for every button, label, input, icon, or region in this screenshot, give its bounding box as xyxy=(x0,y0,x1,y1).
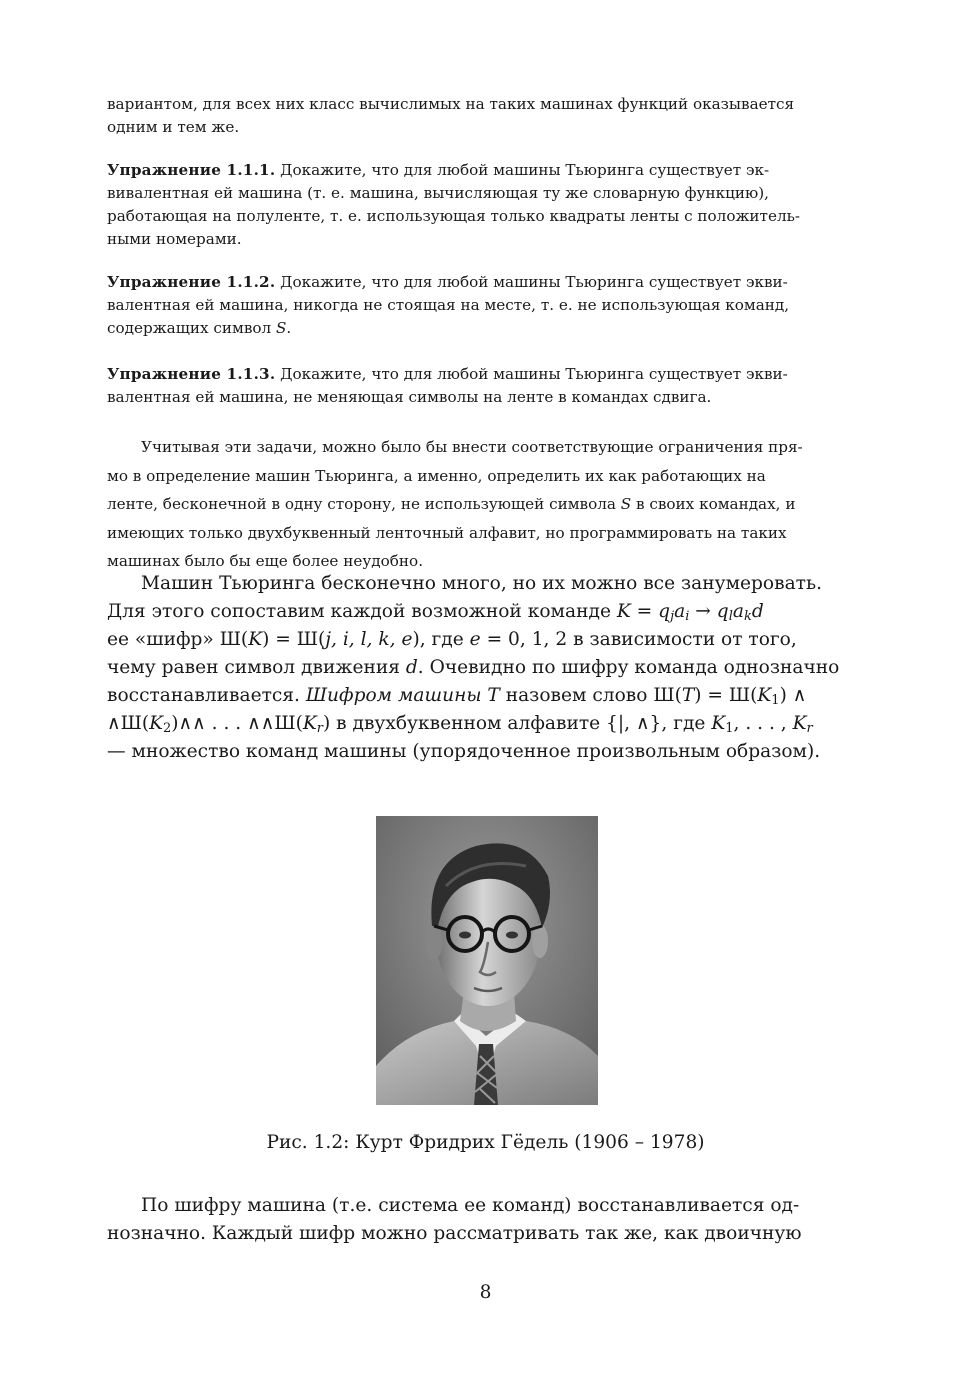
text-fragment: чему равен символ движения xyxy=(107,657,406,678)
punctuation: . xyxy=(286,319,292,337)
portrait-photo xyxy=(376,816,598,1105)
remark-paragraph xyxy=(107,433,864,576)
main-paragraph xyxy=(107,570,864,766)
math-subscript: r xyxy=(806,721,813,736)
math-fragment: K xyxy=(792,713,807,734)
closing-paragraph xyxy=(107,1192,864,1248)
exercise-label: Упражнение 1.1.2. xyxy=(107,273,276,291)
text-fragment: , . . . , xyxy=(733,713,793,734)
exercise-label: Упражнение 1.1.3. xyxy=(107,365,276,383)
math-fragment: T xyxy=(481,685,500,706)
math-fragment: a xyxy=(674,601,686,622)
exercise-label: Упражнение 1.1.1. xyxy=(107,161,276,179)
math-subscript: 2 xyxy=(163,721,172,736)
math-subscript: l xyxy=(728,609,733,624)
text-line: одним и тем же. xyxy=(107,118,240,136)
text-fragment: ) ∧ xyxy=(779,685,807,706)
math-subscript: r xyxy=(316,721,323,736)
math-subscript: i xyxy=(685,609,690,624)
text-fragment: . Очевидно по шифру команда однозначно xyxy=(417,657,840,678)
text-line: вивалентная ей машина (т. е. машина, вычисляющая ту же словарную функцию), xyxy=(107,184,769,202)
text-line xyxy=(107,654,864,682)
text-line-machine-cipher xyxy=(107,682,864,710)
exercise-1-1-3 xyxy=(107,363,864,409)
text-line: Докажите, что для любой машины Тьюринга существует экви- xyxy=(275,365,788,383)
math-fragment: e xyxy=(469,629,481,650)
math-symbol: S xyxy=(275,319,287,337)
text-fragment: ) = Ш( xyxy=(694,685,758,706)
exercise-1-1-2 xyxy=(107,271,864,340)
math-fragment: T xyxy=(681,685,695,706)
text-line: машинах было бы еще более неудобно. xyxy=(107,552,424,570)
math-fragment: a xyxy=(732,601,744,622)
math-fragment: K xyxy=(248,629,263,650)
text-line: нозначно. Каждый шифр можно рассматривать так же, как двоичную xyxy=(107,1223,802,1244)
math-subscript: 1 xyxy=(771,693,780,708)
text-line-cipher xyxy=(107,626,864,654)
page-number: 8 xyxy=(479,1282,492,1303)
math-subscript: 1 xyxy=(725,721,734,736)
text-line: ленте, бесконечной в одну сторону, не использующей символа xyxy=(107,495,621,513)
math-fragment: j, i, l, k, e xyxy=(325,629,413,650)
text-line-formula-k xyxy=(107,598,864,626)
figure-caption: Рис. 1.2: Курт Фридрих Гёдель (1906 – 1978) xyxy=(266,1132,705,1153)
text-fragment: ) в двухбуквенном алфавите {|, ∧}, где xyxy=(322,713,712,734)
text-line: работающая на полуленте, т. е. использующая только квадраты ленты с положитель- xyxy=(107,207,800,225)
text-line: Докажите, что для любой машины Тьюринга существует эк- xyxy=(275,161,770,179)
text-line: имеющих только двухбуквенный ленточный алфавит, но программировать на таких xyxy=(107,523,787,542)
text-fragment: ), где xyxy=(412,629,470,650)
text-fragment: ) = Ш( xyxy=(262,629,326,650)
math-subscript: k xyxy=(743,609,752,624)
text-line: Учитывая эти задачи, можно было бы внести соответствующие ограничения пря- xyxy=(141,438,803,456)
text-line-alphabet xyxy=(107,710,864,738)
math-fragment: K xyxy=(711,713,726,734)
text-line: содержащих символ xyxy=(107,319,276,337)
math-fragment: K xyxy=(757,685,772,706)
math-fragment: → q xyxy=(689,601,729,622)
text-fragment: назовем слово Ш( xyxy=(499,685,682,706)
text-fragment: )∧∧ . . . ∧∧Ш( xyxy=(171,713,303,734)
text-line: вариантом, для всех них класс вычислимых на таких машинах функций оказывается xyxy=(107,95,795,113)
text-line: — множество команд машины (упорядоченное произвольным образом). xyxy=(107,741,821,762)
text-line: мо в определение машин Тьюринга, а именно, определить их как работающих на xyxy=(107,466,766,485)
math-fragment: d xyxy=(405,657,418,678)
text-fragment: Для этого сопоставим каждой возможной команде xyxy=(107,601,617,622)
top-paragraph xyxy=(107,93,864,139)
emphasis: Шифром машины xyxy=(305,685,482,706)
text-line: валентная ей машина, не меняющая символы на ленте в командах сдвига. xyxy=(107,388,712,406)
math-subscript: j xyxy=(670,609,675,624)
text-line: валентная ей машина, никогда не стоящая на месте, т. е. не использующая команд, xyxy=(107,296,790,314)
math-fragment: K xyxy=(302,713,317,734)
text-fragment: ∧Ш( xyxy=(107,713,150,734)
text-fragment: восстанавливается. xyxy=(107,685,306,706)
text-line: Машин Тьюринга бесконечно много, но их можно все занумеровать. xyxy=(141,573,823,594)
math-fragment: K xyxy=(149,713,163,734)
math-fragment: K = q xyxy=(616,601,671,622)
portrait-illustration xyxy=(376,816,598,1105)
text-line: ными номерами. xyxy=(107,230,242,248)
math-fragment: d xyxy=(751,601,764,622)
math-symbol: S xyxy=(620,495,632,513)
text-line: Докажите, что для любой машины Тьюринга существует экви- xyxy=(275,273,788,291)
exercise-1-1-1 xyxy=(107,159,864,251)
text-line: в своих командах, и xyxy=(631,495,796,513)
text-fragment: = 0, 1, 2 в зависимости от того, xyxy=(480,629,797,650)
text-line: По шифру машина (т.е. система ее команд) восстанавливается од- xyxy=(141,1195,800,1216)
text-fragment: ее «шифр» Ш( xyxy=(107,629,249,650)
